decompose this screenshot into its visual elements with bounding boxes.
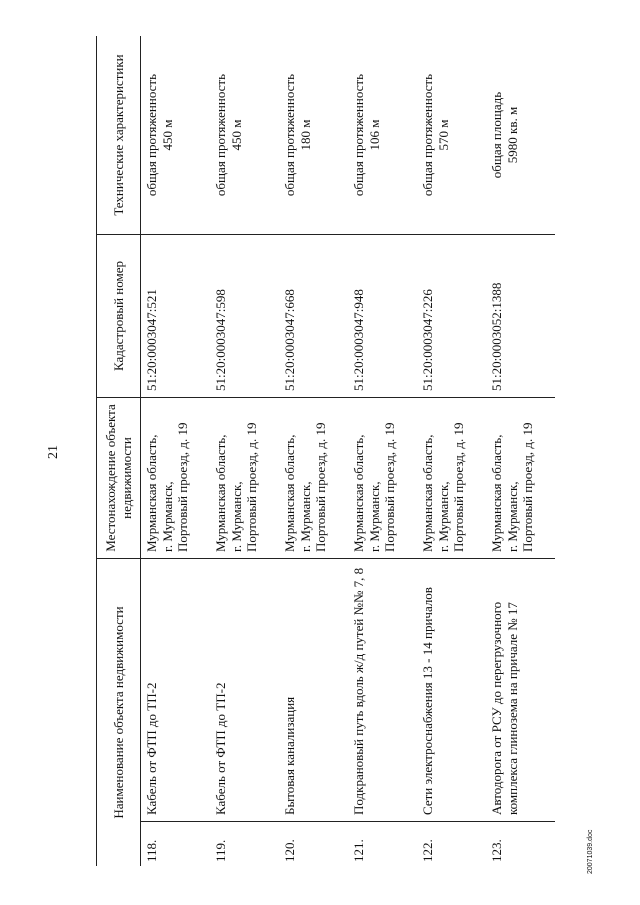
location-line: г. Мурманск, [366, 481, 382, 552]
object-location [141, 398, 211, 559]
object-location [486, 398, 555, 559]
spec-label: общая протяженность [144, 73, 160, 197]
location-line: г. Мурманск, [228, 481, 244, 552]
location-line: Портовый проезд, д. 19 [451, 422, 467, 552]
cadastral-number: 51:20:0003052:1388 [486, 235, 555, 398]
table-row [417, 36, 486, 866]
row-number: 120. [282, 839, 298, 862]
table-row [141, 36, 211, 866]
cadastral-number: 51:20:0003047:226 [417, 235, 486, 398]
object-name: Подкрановый путь вдоль ж/д путей №№ 7, 8 [348, 559, 417, 822]
header-location: Местонахождение объекта недвижимости [97, 398, 141, 559]
object-name: Кабель от ФТП до ТП-2 [141, 559, 211, 822]
spec-label: общая площадь [489, 91, 505, 179]
spec-value: 5980 кв. м [504, 106, 520, 164]
header-specs: Технические характеристики [97, 36, 141, 235]
object-name: Бытовая канализация [279, 559, 348, 822]
location-line: г. Мурманск, [504, 481, 520, 552]
location-line: Мурманская область, [213, 434, 229, 552]
location-line: Мурманская область, [282, 434, 298, 552]
spec-value: 180 м [297, 119, 313, 151]
file-name-footer: 20071039.doc [587, 829, 594, 874]
location-line: г. Мурманск, [297, 481, 313, 552]
object-name: Сети электроснабжения 13 - 14 причалов [417, 559, 486, 822]
object-location [279, 398, 348, 559]
header-name: Наименование объекта недвижимости [97, 559, 141, 867]
table-row [210, 36, 279, 866]
technical-specs [279, 36, 348, 235]
spec-label: общая протяженность [282, 73, 298, 197]
object-location [210, 398, 279, 559]
technical-specs [210, 36, 279, 235]
technical-specs [486, 36, 555, 235]
table-row [486, 36, 555, 866]
spec-label: общая протяженность [420, 73, 436, 197]
row-number: 118. [144, 839, 160, 862]
row-number: 122. [420, 839, 436, 862]
row-number: 119. [213, 839, 229, 862]
location-line: Мурманская область, [144, 434, 160, 552]
table-row [279, 36, 348, 866]
location-line: Портовый проезд, д. 19 [520, 422, 536, 552]
location-line: Мурманская область, [351, 434, 367, 552]
location-line: Портовый проезд, д. 19 [244, 422, 260, 552]
technical-specs [417, 36, 486, 235]
technical-specs [141, 36, 211, 235]
cadastral-number: 51:20:0003047:668 [279, 235, 348, 398]
page-number: 21 [46, 445, 61, 459]
object-location [417, 398, 486, 559]
object-name: Кабель от ФТП до ТП-2 [210, 559, 279, 822]
spec-label: общая протяженность [351, 73, 367, 197]
row-number: 121. [351, 839, 367, 862]
location-line: г. Мурманск, [435, 481, 451, 552]
spec-value: 450 м [159, 119, 175, 151]
location-line: Портовый проезд, д. 19 [382, 422, 398, 552]
row-number: 123. [489, 839, 505, 862]
cadastral-number: 51:20:0003047:948 [348, 235, 417, 398]
object-location [348, 398, 417, 559]
spec-value: 570 м [435, 119, 451, 151]
cadastral-number: 51:20:0003047:521 [141, 235, 211, 398]
location-line: г. Мурманск, [159, 481, 175, 552]
spec-value: 106 м [366, 119, 382, 151]
cadastral-number: 51:20:0003047:598 [210, 235, 279, 398]
property-table [96, 36, 555, 866]
spec-value: 450 м [228, 119, 244, 151]
location-line: Мурманская область, [489, 434, 505, 552]
location-line: Портовый проезд, д. 19 [313, 422, 329, 552]
table-row [348, 36, 417, 866]
location-line: Портовый проезд, д. 19 [175, 422, 191, 552]
location-line: Мурманская область, [420, 434, 436, 552]
technical-specs [348, 36, 417, 235]
header-cadastre: Кадастровый номер [97, 235, 141, 398]
document-page [40, 22, 600, 882]
spec-label: общая протяженность [213, 73, 229, 197]
object-name: Автодорога от РСУ до перегрузочного комплекса глинозема на причале № 17 [486, 559, 555, 822]
table-header-row [97, 36, 141, 866]
